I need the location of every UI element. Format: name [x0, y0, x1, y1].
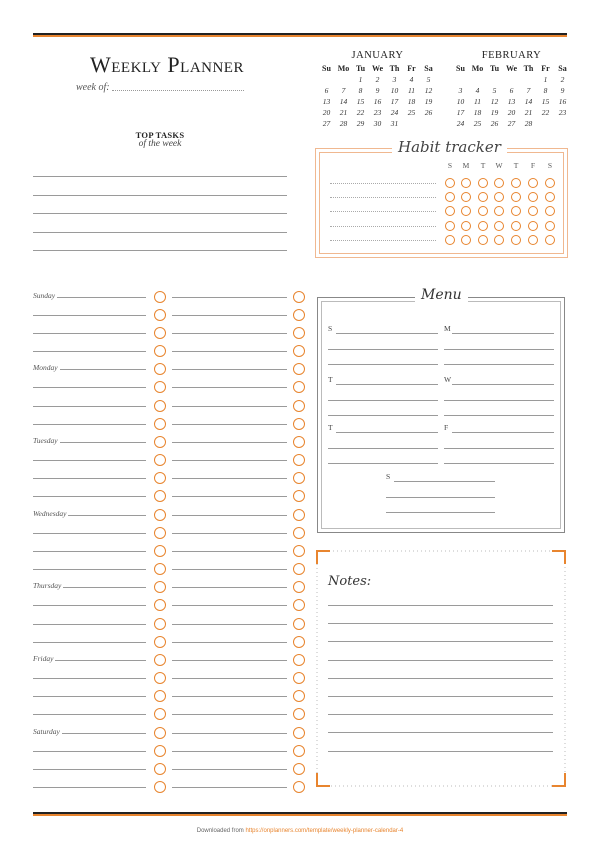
task-check-circle[interactable]	[154, 708, 166, 720]
calendar-day: 31	[390, 119, 399, 128]
task-check-circle[interactable]	[293, 581, 305, 593]
task-line[interactable]	[33, 569, 146, 570]
task-check-circle[interactable]	[293, 327, 305, 339]
task-check-circle[interactable]	[293, 345, 305, 357]
task-check-circle[interactable]	[154, 291, 166, 303]
task-check-circle[interactable]	[154, 345, 166, 357]
habit-check-circle[interactable]	[461, 235, 471, 245]
task-check-circle[interactable]	[293, 763, 305, 775]
habit-check-circle[interactable]	[545, 178, 555, 188]
habit-check-circle[interactable]	[445, 221, 455, 231]
calendar-day: 20	[322, 108, 331, 117]
menu-line[interactable]	[328, 400, 438, 401]
task-check-circle[interactable]	[154, 690, 166, 702]
menu-line[interactable]	[444, 448, 554, 449]
calendar-day: 3	[392, 75, 397, 84]
top-task-line[interactable]	[33, 232, 287, 233]
task-line[interactable]	[33, 624, 146, 625]
task-check-circle[interactable]	[154, 436, 166, 448]
calendar-day: 16	[558, 97, 567, 106]
task-check-circle[interactable]	[293, 436, 305, 448]
task-check-circle[interactable]	[293, 781, 305, 793]
top-task-line[interactable]	[33, 213, 287, 214]
calendar-day: 11	[474, 97, 481, 106]
task-line[interactable]	[172, 496, 287, 497]
menu-line[interactable]	[452, 432, 554, 433]
calendar-day: 1	[543, 75, 548, 84]
calendar-day: 14	[524, 97, 533, 106]
task-check-circle[interactable]	[293, 363, 305, 375]
task-line[interactable]	[172, 733, 287, 734]
menu-line[interactable]	[444, 400, 554, 401]
task-line[interactable]	[33, 406, 146, 407]
calendar-weekday-header: Su	[456, 64, 465, 73]
calendar-day: 15	[356, 97, 365, 106]
habit-day-label: T	[480, 161, 486, 170]
calendar-day: 7	[526, 86, 531, 95]
calendar-day: 17	[456, 108, 465, 117]
calendar-day: 10	[390, 86, 399, 95]
task-check-circle[interactable]	[154, 327, 166, 339]
task-line[interactable]	[33, 551, 146, 552]
menu-title: Menu	[415, 287, 468, 303]
task-line[interactable]	[172, 478, 287, 479]
menu-line[interactable]	[336, 333, 438, 334]
task-line[interactable]	[172, 297, 287, 298]
calendar-day: 21	[339, 108, 348, 117]
menu-line[interactable]	[336, 384, 438, 385]
calendar-weekday-header: Th	[389, 64, 400, 73]
calendar-day: 27	[507, 119, 516, 128]
menu-line[interactable]	[444, 415, 554, 416]
calendar-weekday-header: Th	[523, 64, 534, 73]
calendar-weekday-header: Tu	[489, 64, 500, 73]
menu-day-label: M	[444, 324, 451, 333]
calendar-weekday-header: Fr	[541, 64, 550, 73]
task-check-circle[interactable]	[154, 581, 166, 593]
task-line[interactable]	[33, 769, 146, 770]
menu-line[interactable]	[328, 364, 438, 365]
menu-day-label: S	[386, 472, 391, 481]
habit-name-line[interactable]	[330, 211, 436, 212]
calendar-weekday-header: Mo	[337, 64, 350, 73]
calendar-day: 7	[341, 86, 346, 95]
habit-check-circle[interactable]	[511, 235, 521, 245]
notes-title: Notes:	[328, 574, 372, 589]
day-label: Monday	[33, 363, 58, 373]
habit-name-line[interactable]	[330, 183, 436, 184]
calendar-weekday-header: Mo	[471, 64, 484, 73]
notes-line[interactable]	[328, 696, 553, 697]
habit-check-circle[interactable]	[478, 235, 488, 245]
top-task-line[interactable]	[33, 176, 287, 177]
menu-line[interactable]	[328, 463, 438, 464]
habit-day-label: W	[495, 161, 503, 170]
calendar-month-name: FEBRUARY	[481, 50, 542, 61]
habit-tracker-title: Habit tracker	[392, 138, 507, 156]
calendar-day: 22	[356, 108, 365, 117]
task-line[interactable]	[33, 460, 146, 461]
menu-line[interactable]	[386, 512, 495, 513]
notes-line[interactable]	[328, 605, 553, 606]
task-line[interactable]	[172, 369, 287, 370]
menu-line[interactable]	[452, 333, 554, 334]
task-check-circle[interactable]	[154, 454, 166, 466]
calendar-day: 3	[458, 86, 463, 95]
task-check-circle[interactable]	[293, 527, 305, 539]
task-line[interactable]	[172, 551, 287, 552]
task-check-circle[interactable]	[293, 309, 305, 321]
calendar-day: 23	[373, 108, 382, 117]
habit-check-circle[interactable]	[511, 221, 521, 231]
habit-check-circle[interactable]	[478, 221, 488, 231]
calendar-day: 23	[558, 108, 567, 117]
task-line[interactable]	[33, 351, 146, 352]
menu-line[interactable]	[452, 384, 554, 385]
task-check-circle[interactable]	[154, 400, 166, 412]
calendar-day: 6	[509, 86, 514, 95]
task-line[interactable]	[172, 787, 287, 788]
task-line[interactable]	[172, 515, 287, 516]
notes-line[interactable]	[328, 678, 553, 679]
calendar-weekday-header: Su	[322, 64, 331, 73]
notes-line[interactable]	[328, 623, 553, 624]
menu-line[interactable]	[328, 415, 438, 416]
top-task-line[interactable]	[33, 195, 287, 196]
day-label: Friday	[33, 653, 54, 663]
task-line[interactable]	[172, 642, 287, 643]
task-check-circle[interactable]	[154, 309, 166, 321]
calendar-day	[335, 74, 352, 85]
calendar-day	[318, 74, 335, 85]
menu-line[interactable]	[328, 448, 438, 449]
task-check-circle[interactable]	[293, 454, 305, 466]
menu-line[interactable]	[328, 349, 438, 350]
task-check-circle[interactable]	[154, 763, 166, 775]
task-line[interactable]	[33, 642, 146, 643]
calendar-day	[503, 74, 520, 85]
top-border	[33, 33, 567, 35]
calendar-day: 10	[456, 97, 465, 106]
task-check-circle[interactable]	[154, 418, 166, 430]
calendar-day: 21	[524, 108, 533, 117]
task-check-circle[interactable]	[154, 672, 166, 684]
calendar-day	[420, 118, 437, 129]
task-check-circle[interactable]	[293, 418, 305, 430]
menu-line[interactable]	[444, 463, 554, 464]
task-line[interactable]	[33, 605, 146, 606]
task-check-circle[interactable]	[154, 527, 166, 539]
task-line[interactable]	[172, 387, 287, 388]
task-check-circle[interactable]	[293, 727, 305, 739]
task-check-circle[interactable]	[293, 490, 305, 502]
task-line[interactable]	[33, 787, 146, 788]
task-line[interactable]	[33, 496, 146, 497]
task-line[interactable]	[172, 696, 287, 697]
calendar-day	[452, 74, 469, 85]
menu-day-label: T	[328, 375, 333, 384]
calendar-day: 28	[524, 119, 533, 128]
calendar-day: 28	[339, 119, 348, 128]
calendar-day: 13	[322, 97, 331, 106]
task-line[interactable]	[172, 533, 287, 534]
menu-line[interactable]	[386, 497, 495, 498]
habit-check-circle[interactable]	[494, 178, 504, 188]
habit-check-circle[interactable]	[545, 221, 555, 231]
task-check-circle[interactable]	[154, 636, 166, 648]
task-line[interactable]	[33, 714, 146, 715]
calendar-month-name: JANUARY	[351, 50, 404, 61]
top-tasks-subtitle: of the week	[138, 139, 182, 149]
calendar-weekday-header: Fr	[407, 64, 416, 73]
calendar-day: 4	[409, 75, 414, 84]
calendar-day: 27	[322, 119, 331, 128]
calendar-day: 30	[373, 119, 382, 128]
task-line[interactable]	[33, 533, 146, 534]
day-label: Tuesday	[33, 435, 58, 445]
task-line[interactable]	[33, 478, 146, 479]
calendar-day: 6	[324, 86, 329, 95]
calendar-february	[452, 50, 571, 129]
habit-check-circle[interactable]	[528, 178, 538, 188]
task-line[interactable]	[172, 333, 287, 334]
calendar-day: 25	[473, 119, 482, 128]
bottom-border	[33, 812, 567, 814]
task-check-circle[interactable]	[154, 472, 166, 484]
calendar-day: 16	[373, 97, 382, 106]
task-check-circle[interactable]	[293, 400, 305, 412]
task-check-circle[interactable]	[154, 618, 166, 630]
task-check-circle[interactable]	[154, 781, 166, 793]
habit-check-circle[interactable]	[445, 178, 455, 188]
task-check-circle[interactable]	[154, 599, 166, 611]
calendar-january	[318, 50, 437, 129]
task-check-circle[interactable]	[293, 472, 305, 484]
calendar-weekday-header: Sa	[424, 64, 433, 73]
calendar-day	[469, 74, 486, 85]
task-check-circle[interactable]	[293, 291, 305, 303]
calendar-day	[554, 118, 571, 129]
habit-check-circle[interactable]	[461, 178, 471, 188]
task-check-circle[interactable]	[293, 618, 305, 630]
task-check-circle[interactable]	[154, 563, 166, 575]
task-line[interactable]	[172, 678, 287, 679]
page-title: Weekly Planner	[90, 52, 244, 77]
task-check-circle[interactable]	[293, 563, 305, 575]
day-label: Wednesday	[33, 508, 67, 518]
task-line[interactable]	[172, 406, 287, 407]
task-check-circle[interactable]	[293, 381, 305, 393]
calendar-weekday-header: We	[505, 64, 518, 73]
task-check-circle[interactable]	[293, 654, 305, 666]
calendar-day: 29	[356, 119, 365, 128]
calendar-day	[486, 74, 503, 85]
calendar-day: 17	[390, 97, 399, 106]
task-check-circle[interactable]	[293, 545, 305, 557]
habit-name-line[interactable]	[330, 197, 436, 198]
calendar-day	[537, 118, 554, 129]
task-check-circle[interactable]	[154, 727, 166, 739]
calendar-day: 12	[490, 97, 499, 106]
top-tasks-heading	[120, 130, 200, 149]
task-check-circle[interactable]	[293, 599, 305, 611]
task-line[interactable]	[172, 714, 287, 715]
task-check-circle[interactable]	[154, 363, 166, 375]
day-label: Sunday	[33, 290, 56, 300]
day-label: Saturday	[33, 726, 60, 736]
calendar-day: 5	[426, 75, 431, 84]
week-of-label: week of:	[76, 82, 110, 93]
habit-check-circle[interactable]	[511, 178, 521, 188]
calendar-day: 12	[424, 86, 433, 95]
task-line[interactable]	[33, 387, 146, 388]
notes-line[interactable]	[328, 641, 553, 642]
calendar-day: 1	[358, 75, 363, 84]
task-check-circle[interactable]	[293, 690, 305, 702]
calendar-day: 18	[473, 108, 482, 117]
calendar-day: 19	[490, 108, 499, 117]
calendar-weekday-header: Tu	[355, 64, 366, 73]
task-line[interactable]	[172, 351, 287, 352]
habit-day-label: F	[530, 161, 536, 170]
calendar-day: 8	[358, 86, 363, 95]
task-check-circle[interactable]	[154, 490, 166, 502]
week-of-field[interactable]	[112, 90, 244, 91]
calendar-day: 26	[424, 108, 433, 117]
task-check-circle[interactable]	[154, 381, 166, 393]
day-label: Thursday	[33, 581, 62, 591]
calendar-day: 4	[475, 86, 480, 95]
task-line[interactable]	[172, 587, 287, 588]
calendar-day: 5	[492, 86, 497, 95]
habit-check-circle[interactable]	[461, 221, 471, 231]
notes-line[interactable]	[328, 751, 553, 752]
calendar-day: 18	[407, 97, 416, 106]
habit-check-circle[interactable]	[478, 178, 488, 188]
calendar-day: 25	[407, 108, 416, 117]
footer-link[interactable]: https://onplanners.com/template/weekly-planner-calendar-4	[245, 828, 404, 834]
habit-check-circle[interactable]	[545, 235, 555, 245]
footer-prefix: Downloaded from	[196, 828, 244, 834]
calendar-day: 24	[456, 119, 465, 128]
task-line[interactable]	[172, 424, 287, 425]
calendar-weekday-header: Sa	[558, 64, 567, 73]
notes-line[interactable]	[328, 732, 553, 733]
task-check-circle[interactable]	[293, 509, 305, 521]
menu-line[interactable]	[394, 481, 495, 482]
habit-check-circle[interactable]	[494, 221, 504, 231]
calendar-day: 9	[375, 86, 380, 95]
menu-day-label: W	[444, 375, 452, 384]
task-line[interactable]	[172, 605, 287, 606]
calendar-day	[520, 74, 537, 85]
calendar-day: 2	[560, 75, 565, 84]
calendar-day: 24	[390, 108, 399, 117]
task-line[interactable]	[172, 624, 287, 625]
calendar-day: 22	[541, 108, 550, 117]
task-check-circle[interactable]	[293, 708, 305, 720]
menu-line[interactable]	[444, 364, 554, 365]
calendar-day	[403, 118, 420, 129]
calendar-day: 2	[375, 75, 380, 84]
top-tasks-title: TOP TASKS	[135, 130, 185, 140]
calendar-day: 9	[560, 86, 565, 95]
task-line[interactable]	[172, 315, 287, 316]
habit-check-circle[interactable]	[528, 235, 538, 245]
task-line[interactable]	[172, 569, 287, 570]
task-line[interactable]	[33, 751, 146, 752]
task-line[interactable]	[172, 751, 287, 752]
top-task-line[interactable]	[33, 250, 287, 251]
task-line[interactable]	[172, 442, 287, 443]
habit-check-circle[interactable]	[494, 235, 504, 245]
task-check-circle[interactable]	[154, 745, 166, 757]
task-line[interactable]	[33, 424, 146, 425]
task-check-circle[interactable]	[293, 672, 305, 684]
task-line[interactable]	[33, 696, 146, 697]
task-check-circle[interactable]	[154, 509, 166, 521]
task-check-circle[interactable]	[154, 545, 166, 557]
calendar-day: 26	[490, 119, 499, 128]
task-line[interactable]	[33, 333, 146, 334]
menu-line[interactable]	[444, 349, 554, 350]
habit-day-label: S	[447, 161, 453, 170]
task-check-circle[interactable]	[154, 654, 166, 666]
notes-line[interactable]	[328, 660, 553, 661]
calendar-day: 13	[507, 97, 516, 106]
habit-day-label: S	[547, 161, 553, 170]
calendar-day: 15	[541, 97, 550, 106]
footer	[0, 828, 600, 834]
calendar-day: 8	[543, 86, 548, 95]
task-line[interactable]	[33, 315, 146, 316]
notes-line[interactable]	[328, 714, 553, 715]
habit-day-label: T	[513, 161, 519, 170]
task-check-circle[interactable]	[293, 636, 305, 648]
menu-day-label: S	[328, 324, 333, 333]
task-line[interactable]	[33, 678, 146, 679]
calendar-day: 20	[507, 108, 516, 117]
calendar-weekday-header: We	[371, 64, 384, 73]
calendar-day: 14	[339, 97, 348, 106]
menu-line[interactable]	[336, 432, 438, 433]
habit-day-label: M	[462, 161, 470, 170]
task-line[interactable]	[172, 460, 287, 461]
task-check-circle[interactable]	[293, 745, 305, 757]
habit-name-line[interactable]	[330, 240, 436, 241]
habit-name-line[interactable]	[330, 226, 436, 227]
habit-check-circle[interactable]	[528, 221, 538, 231]
habit-check-circle[interactable]	[445, 235, 455, 245]
menu-day-label: F	[444, 423, 449, 432]
task-line[interactable]	[172, 769, 287, 770]
task-line[interactable]	[172, 660, 287, 661]
menu-day-label: T	[328, 423, 333, 432]
calendar-day: 19	[424, 97, 433, 106]
calendar-day: 11	[408, 86, 415, 95]
